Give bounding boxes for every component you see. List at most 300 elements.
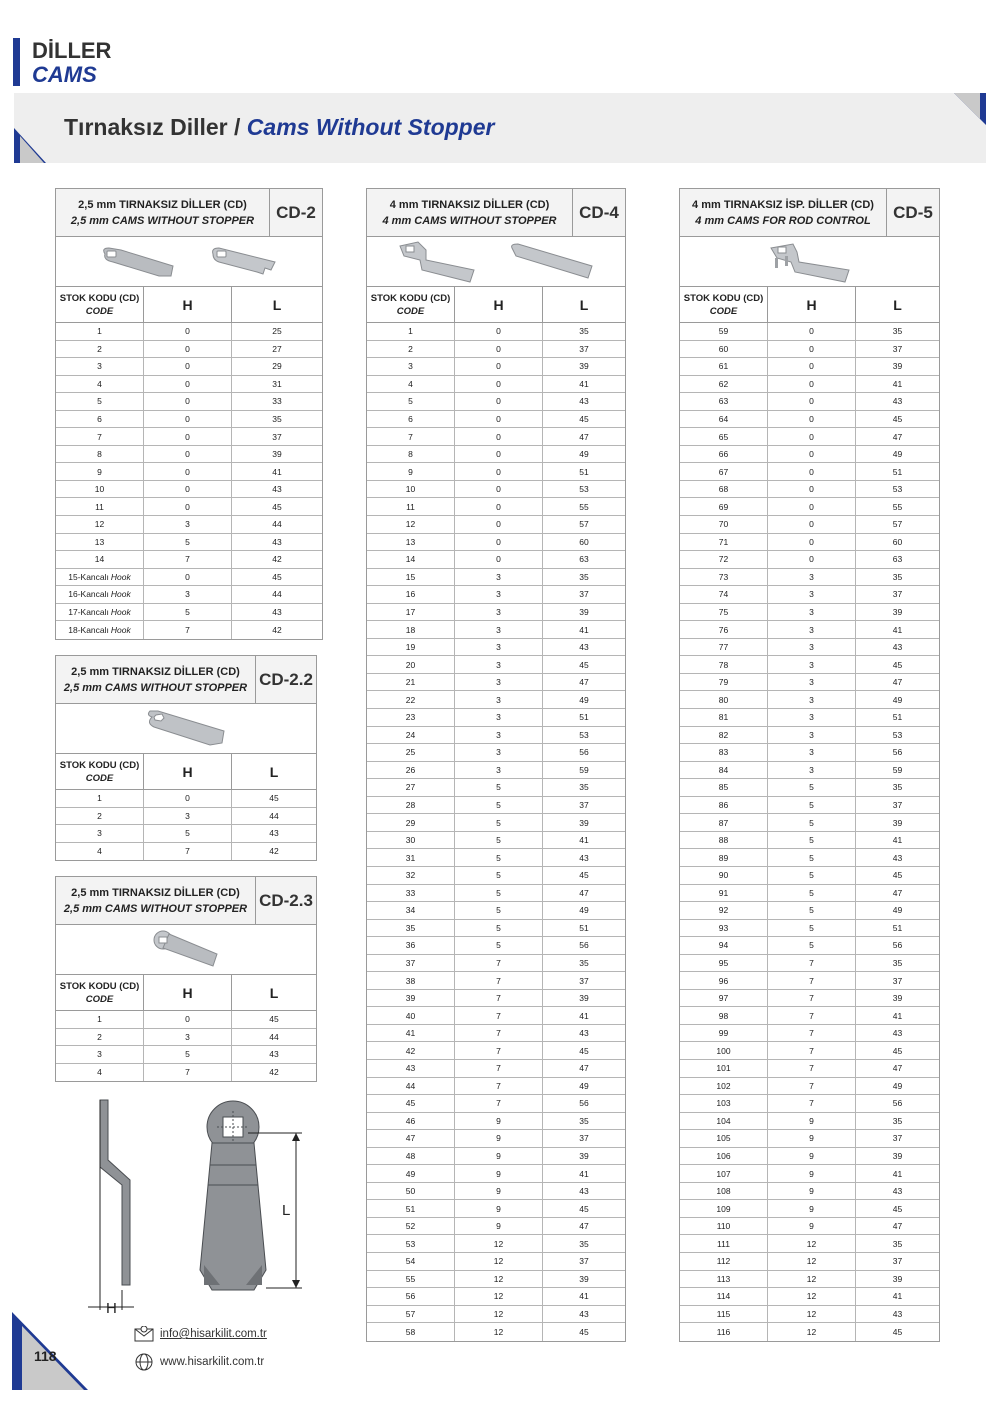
table-row [56, 323, 322, 341]
cell-h: 7 [455, 955, 543, 972]
hook-label: Hook [110, 625, 131, 636]
cell-h: 9 [455, 1148, 543, 1165]
cell-h: 7 [768, 1078, 856, 1095]
hook-label: Hook [110, 571, 131, 582]
cell-code: 39 [367, 990, 455, 1007]
cell-code: 19 [367, 639, 455, 656]
technical-drawing [80, 1095, 320, 1320]
cell-h: 9 [455, 1200, 543, 1217]
cell-code: 52 [367, 1218, 455, 1235]
table-body [680, 323, 939, 1341]
cell-h: 3 [768, 639, 856, 656]
cell-l: 35 [579, 957, 589, 968]
cell-h: 3 [455, 604, 543, 621]
cell-h: 5 [768, 920, 856, 937]
table-row [56, 358, 322, 376]
table-row [367, 358, 625, 376]
cell-code: 21 [367, 674, 455, 691]
cell-l: 25 [272, 326, 282, 337]
globe-icon [134, 1352, 154, 1372]
table-row [56, 843, 316, 861]
column-headers [680, 287, 939, 323]
table-row [680, 534, 939, 552]
cell-code: 100 [680, 1042, 768, 1059]
cell-code: 42 [367, 1042, 455, 1059]
cell-l: 39 [892, 993, 903, 1004]
table-row [367, 972, 625, 990]
cam-image [396, 240, 478, 284]
table-row [367, 691, 625, 709]
cell-code: 94 [680, 937, 768, 954]
cell-l: 43 [579, 1028, 589, 1039]
table-row [680, 1253, 939, 1271]
cell-code: 20 [367, 656, 455, 673]
table-row [367, 621, 625, 639]
cell-code: 92 [680, 902, 768, 919]
cell-h: 12 [455, 1271, 543, 1288]
cell-l: 35 [579, 1115, 589, 1126]
cell-l: 41 [579, 624, 589, 635]
table-row [367, 674, 625, 692]
table-row [680, 1271, 939, 1289]
cell-l: 56 [579, 1098, 589, 1109]
table-row [680, 797, 939, 815]
table-row [56, 376, 322, 394]
col-l: L [269, 763, 279, 780]
cell-code [56, 586, 144, 603]
cell-code: 116 [680, 1323, 768, 1341]
cell-code: 110 [680, 1218, 768, 1235]
cell-code: 78 [680, 656, 768, 673]
cell-l: 35 [579, 326, 589, 337]
cell-code: 68 [680, 481, 768, 498]
cell-h: 9 [768, 1183, 856, 1200]
cell-l: 47 [579, 431, 589, 442]
cell-l: 56 [892, 940, 903, 951]
col-code-tr: STOK KODU (CD) [59, 759, 140, 771]
cell-h: 5 [455, 814, 543, 831]
cell-h: 5 [768, 797, 856, 814]
table-row [680, 569, 939, 587]
cell-l: 37 [892, 589, 903, 600]
cell-h: 12 [768, 1253, 856, 1270]
cell-code: 98 [680, 1007, 768, 1024]
cell-code: 72 [680, 551, 768, 568]
table-title-tr: 2,5 mm TIRNAKSIZ DİLLER (CD) [78, 198, 247, 211]
cell-h: 7 [768, 1007, 856, 1024]
table-row [680, 323, 939, 341]
table-row [367, 411, 625, 429]
table-row [680, 990, 939, 1008]
cell-h: 7 [455, 1078, 543, 1095]
cell-h: 5 [455, 902, 543, 919]
cell-h: 0 [144, 393, 232, 410]
table-row [680, 1130, 939, 1148]
web-link[interactable]: www.hisarkilit.com.tr [160, 1356, 265, 1368]
cell-code: 31 [367, 849, 455, 866]
cell-h: 0 [768, 428, 856, 445]
cell-l: 41 [892, 378, 903, 389]
cell-code: 45 [367, 1095, 455, 1112]
cell-code: 44 [367, 1078, 455, 1095]
table-row [367, 1253, 625, 1271]
cell-code: 10 [56, 481, 144, 498]
cell-code: 18 [367, 621, 455, 638]
table-row [367, 779, 625, 797]
cell-l: 41 [892, 1010, 903, 1021]
product-images [56, 925, 316, 975]
cell-code: 2 [56, 808, 144, 825]
cell-l: 60 [579, 536, 589, 547]
col-l: L [272, 296, 282, 313]
table-row [56, 446, 322, 464]
cell-l: 60 [892, 536, 903, 547]
cell-h: 5 [768, 814, 856, 831]
table-row [56, 551, 322, 569]
cell-l: 51 [579, 712, 589, 723]
cell-h: 0 [144, 358, 232, 375]
cell-h: 7 [768, 972, 856, 989]
cell-l: 41 [892, 624, 903, 635]
cell-h: 12 [768, 1323, 856, 1341]
cam-image-flat [508, 242, 596, 282]
cell-code: 16 [367, 586, 455, 603]
table-row [680, 779, 939, 797]
cell-h: 0 [768, 341, 856, 358]
table-body [56, 790, 316, 860]
table-row [367, 762, 625, 780]
cell-l: 27 [272, 343, 282, 354]
table-row [680, 1025, 939, 1043]
table-row [367, 1042, 625, 1060]
table-row [680, 1323, 939, 1341]
cell-h: 7 [455, 972, 543, 989]
table-row [367, 639, 625, 657]
table-title-en: 4 mm CAMS WITHOUT STOPPER [382, 214, 557, 227]
table-row [367, 1288, 625, 1306]
table-row [367, 604, 625, 622]
cell-h: 3 [455, 691, 543, 708]
cell-code: 30 [367, 832, 455, 849]
cell-code: 26 [367, 762, 455, 779]
cell-code: 76 [680, 621, 768, 638]
cell-code: 101 [680, 1060, 768, 1077]
table-title [56, 877, 316, 925]
cell-l: 39 [892, 1150, 903, 1161]
cell-code: 96 [680, 972, 768, 989]
product-code: CD-2.2 [259, 669, 313, 689]
cell-l: 45 [892, 414, 903, 424]
cell-h: 7 [455, 1060, 543, 1077]
column-headers [56, 975, 316, 1011]
cell-h: 3 [455, 744, 543, 761]
hook-code: 18-Kancalı [68, 625, 109, 636]
cell-l: 39 [892, 1273, 903, 1284]
cell-h: 7 [768, 1025, 856, 1042]
cell-l: 43 [892, 1028, 903, 1039]
cell-code: 86 [680, 797, 768, 814]
cell-h: 12 [455, 1288, 543, 1305]
cell-l: 45 [892, 1045, 903, 1056]
table-row [367, 376, 625, 394]
cell-l: 44 [269, 810, 279, 821]
cell-l: 31 [272, 378, 282, 389]
cell-code: 4 [56, 376, 144, 393]
cell-code: 80 [680, 691, 768, 708]
column-headers [367, 287, 625, 323]
table-row [367, 656, 625, 674]
cell-code: 9 [367, 463, 455, 480]
col-code-en: CODE [85, 772, 114, 784]
table-row [680, 428, 939, 446]
table-title-tr: 2,5 mm TIRNAKSIZ DİLLER (CD) [71, 665, 240, 678]
cell-code: 40 [367, 1007, 455, 1024]
table-row [367, 1025, 625, 1043]
cell-l: 51 [579, 922, 589, 933]
col-code-tr: STOK KODU (CD) [59, 980, 140, 992]
table-title-en: 2,5 mm CAMS WITHOUT STOPPER [70, 214, 255, 227]
cell-l: 37 [272, 431, 282, 442]
cell-h: 3 [455, 621, 543, 638]
cell-code: 6 [367, 411, 455, 428]
table-row [56, 1029, 316, 1047]
cell-h: 0 [768, 551, 856, 568]
cell-h: 0 [144, 428, 232, 445]
table-row [680, 762, 939, 780]
email-link[interactable]: info@hisarkilit.com.tr [160, 1328, 267, 1340]
section-title [64, 114, 494, 141]
cell-code: 114 [680, 1288, 768, 1305]
cell-h: 0 [455, 411, 543, 428]
cell-h: 3 [455, 639, 543, 656]
cell-h: 9 [768, 1218, 856, 1235]
cell-l: 53 [892, 729, 903, 740]
cell-l: 51 [579, 466, 589, 477]
table-row [367, 1078, 625, 1096]
table-row-hook [56, 569, 322, 587]
cell-code: 67 [680, 463, 768, 480]
cell-code: 14 [56, 551, 144, 568]
cell-h: 7 [455, 1025, 543, 1042]
cell-h: 3 [455, 586, 543, 603]
table-row [680, 604, 939, 622]
cell-code: 49 [367, 1165, 455, 1182]
table-row-hook [56, 604, 322, 622]
cell-l: 45 [579, 870, 589, 881]
cell-code: 24 [367, 727, 455, 744]
product-code: CD-2.3 [259, 890, 313, 910]
cell-code: 13 [367, 534, 455, 551]
cell-code: 5 [56, 393, 144, 410]
cell-code: 3 [56, 358, 144, 375]
table-row [56, 463, 322, 481]
cell-code: 84 [680, 762, 768, 779]
cell-h: 0 [144, 446, 232, 463]
table-row [680, 744, 939, 762]
table-row [680, 586, 939, 604]
cell-l: 45 [272, 571, 282, 582]
table-row [56, 1064, 316, 1082]
cell-l: 43 [272, 536, 282, 547]
cell-code [56, 621, 144, 639]
table-body [56, 323, 322, 639]
cell-h: 5 [768, 867, 856, 884]
table-row [680, 481, 939, 499]
cam-hook-image [209, 244, 279, 280]
cell-h: 0 [455, 481, 543, 498]
cell-code: 43 [367, 1060, 455, 1077]
table-row [367, 920, 625, 938]
cell-l: 59 [579, 764, 589, 775]
cell-code: 87 [680, 814, 768, 831]
cell-h: 0 [455, 463, 543, 480]
table-row [680, 446, 939, 464]
section-title-en: Cams Without Stopper [246, 114, 495, 140]
table-title [56, 656, 316, 704]
col-code-tr: STOK KODU (CD) [683, 292, 764, 304]
cell-code: 74 [680, 586, 768, 603]
cell-h: 0 [768, 393, 856, 410]
cell-h: 0 [455, 376, 543, 393]
cell-h: 9 [768, 1200, 856, 1217]
cell-h: 12 [768, 1288, 856, 1305]
cell-h: 5 [455, 867, 543, 884]
cell-code: 3 [367, 358, 455, 375]
cell-h: 3 [768, 586, 856, 603]
cell-code: 69 [680, 498, 768, 515]
cell-l: 49 [892, 905, 903, 916]
cell-code: 23 [367, 709, 455, 726]
table-row [680, 709, 939, 727]
cell-code: 106 [680, 1148, 768, 1165]
table-body [367, 323, 625, 1341]
cell-code: 27 [367, 779, 455, 796]
cell-l: 49 [892, 1080, 903, 1091]
cell-code: 54 [367, 1253, 455, 1270]
cell-h: 7 [768, 990, 856, 1007]
cell-code: 29 [367, 814, 455, 831]
cell-l: 37 [579, 800, 589, 811]
table-row [680, 1113, 939, 1131]
cell-l: 44 [269, 1031, 279, 1042]
cell-h: 5 [455, 920, 543, 937]
cell-h: 5 [144, 604, 232, 621]
banner-corner-left [14, 128, 46, 163]
cell-h: 5 [455, 937, 543, 954]
table-row [367, 481, 625, 499]
cell-l: 35 [892, 1115, 903, 1126]
table-row [56, 1011, 316, 1029]
cell-code: 99 [680, 1025, 768, 1042]
cell-h: 0 [455, 393, 543, 410]
table-row [680, 849, 939, 867]
cell-code: 11 [367, 498, 455, 515]
table-row [367, 1060, 625, 1078]
cell-l: 47 [892, 431, 903, 442]
cell-l: 35 [272, 414, 282, 424]
cell-code: 51 [367, 1200, 455, 1217]
cell-l: 39 [892, 607, 903, 618]
cell-l: 41 [272, 466, 282, 477]
table-row [680, 1095, 939, 1113]
cell-code: 61 [680, 358, 768, 375]
col-code-en: CODE [709, 305, 738, 317]
cell-l: 35 [892, 957, 903, 968]
col-h: H [144, 754, 232, 789]
table-row [56, 534, 322, 552]
cell-l: 45 [579, 1045, 589, 1056]
cell-l: 41 [579, 1291, 589, 1302]
hook-code: 15-Kancalı [68, 571, 109, 582]
cell-l: 39 [579, 1150, 589, 1161]
cell-l: 49 [579, 694, 589, 705]
table-row [680, 1183, 939, 1201]
table-row [680, 727, 939, 745]
table-row [367, 1306, 625, 1324]
cell-h: 7 [455, 1095, 543, 1112]
cell-l: 43 [892, 396, 903, 407]
cell-code: 56 [367, 1288, 455, 1305]
cell-l: 37 [579, 343, 589, 354]
cell-code: 25 [367, 744, 455, 761]
cell-h: 7 [768, 1095, 856, 1112]
cell-code: 109 [680, 1200, 768, 1217]
table-row-hook [56, 621, 322, 639]
cell-h: 0 [455, 358, 543, 375]
cell-h: 0 [455, 534, 543, 551]
cell-code: 70 [680, 516, 768, 533]
col-code-tr: STOK KODU (CD) [370, 292, 451, 304]
cell-code: 107 [680, 1165, 768, 1182]
cell-code: 12 [367, 516, 455, 533]
cell-h: 7 [144, 621, 232, 639]
table-row [367, 849, 625, 867]
table-row [367, 1095, 625, 1113]
table-title [680, 189, 939, 237]
cell-h: 3 [768, 709, 856, 726]
product-images [56, 237, 322, 287]
cell-l: 37 [579, 1256, 589, 1267]
header-title-tr: DİLLER [32, 38, 112, 63]
cell-l: 45 [269, 793, 279, 804]
cell-l: 33 [272, 396, 282, 407]
table-row [56, 516, 322, 534]
col-code-en: CODE [396, 305, 425, 317]
cell-code: 41 [367, 1025, 455, 1042]
cell-l: 43 [579, 1308, 589, 1319]
contact-web [134, 1352, 264, 1372]
hook-label: Hook [110, 589, 131, 600]
cell-h: 7 [144, 1064, 232, 1082]
cell-l: 55 [579, 501, 589, 512]
cell-h: 5 [768, 849, 856, 866]
cell-l: 39 [579, 607, 589, 618]
cell-h: 0 [768, 446, 856, 463]
cell-code: 3 [56, 1046, 144, 1063]
cell-h: 3 [455, 762, 543, 779]
hook-code: 16-Kancalı [68, 589, 109, 600]
col-code-en: CODE [85, 305, 114, 317]
table-row [56, 393, 322, 411]
cell-h: 5 [768, 885, 856, 902]
table-row [367, 1200, 625, 1218]
table-cd-2-2 [55, 655, 317, 861]
table-cd-5 [679, 188, 940, 1342]
cell-h: 3 [144, 1029, 232, 1046]
table-row [680, 1288, 939, 1306]
table-row [680, 814, 939, 832]
col-h: H [455, 287, 543, 322]
